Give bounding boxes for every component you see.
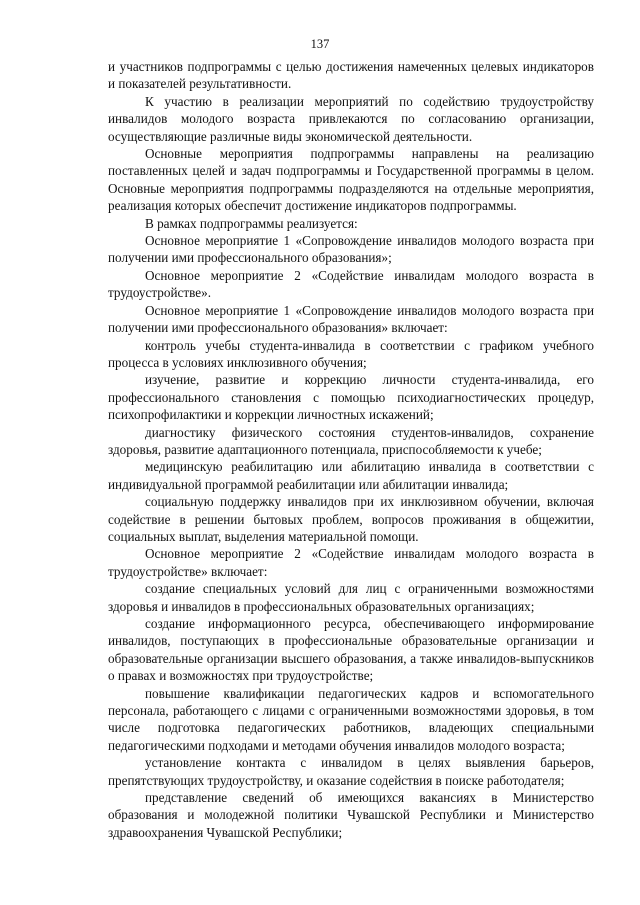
body-text (108, 58, 594, 841)
paragraph: создание специальных условий для лиц с ограниченными возможностями здоровья и инвалидов в профессиональных образовательных организациях; (108, 581, 594, 614)
paragraph: В рамках подпрограммы реализуется: (145, 215, 358, 231)
paragraph: медицинскую реабилитацию или абилитацию инвалида в соответствии с индивидуальной программой реабилитации или абилитации инвалида; (108, 459, 594, 492)
page-number: 137 (310, 37, 330, 51)
paragraph: контроль учебы студента-инвалида в соответствии с графиком учебного процесса в условиях инклюзивного обучения; (108, 337, 594, 370)
paragraph: представление сведений об имеющихся вакансиях в Министерство образования и молодежной политики Чувашской Республики и Министерство здравоохранения Чувашской Республики; (108, 790, 594, 840)
paragraph: К участию в реализации мероприятий по содействию трудоустройству инвалидов молодого возраста привлекаются по согласованию организации, осуществляющие различные виды экономической деятельности. (108, 93, 594, 144)
paragraph: изучение, развитие и коррекцию личности студента-инвалида, его профессионального становления с помощью психодиагностических процедур, психопрофилактики и коррекции личностных искажений; (108, 372, 594, 423)
paragraph: диагностику физического состояния студентов-инвалидов, сохранение здоровья, развитие адаптационного потенциала, приспособляемости к учебе; (108, 424, 594, 457)
paragraph: Основное мероприятие 1 «Сопровождение инвалидов молодого возраста при получении ими профессионального образования»; (108, 233, 594, 266)
paragraph: Основное мероприятие 2 «Содействие инвалидам молодого возраста в трудоустройстве». (108, 267, 594, 301)
paragraph: Основное мероприятие 1 «Сопровождение инвалидов молодого возраста при получении ими профессионального образования» включает: (108, 302, 594, 336)
paragraph: повышение квалификации педагогических кадров и вспомогательного персонала, работающего с лицами с ограниченными возможностями здоровья, в том числе подготовка педагогических работников, владеющих специальными педагогическими подходами и методами обучения инвалидов молодого возраста; (108, 685, 594, 753)
paragraph: Основные мероприятия подпрограммы направлены на реализацию поставленных целей и задач подпрограммы и Государственной программы в целом. Основные мероприятия подпрограммы подразделяются на отдельные мероприятия, реализация которых обеспечит достижение индикаторов подпрограммы. (108, 146, 594, 214)
paragraph: создание информационного ресурса, обеспечивающего информирование инвалидов, поступающих в профессиональные образовательные организации и образовательные организации высшего образования, а также инвалидов-выпускников о правах и возможностях при трудоустройстве; (108, 616, 594, 684)
paragraph: Основное мероприятие 2 «Содействие инвалидам молодого возраста в трудоустройстве» включает: (108, 546, 594, 579)
paragraph: социальную поддержку инвалидов при их инклюзивном обучении, включая содействие в решении бытовых проблем, вопросов проживания в общежитии, социальных выплат, выделения материальной помощи. (108, 494, 594, 544)
paragraph: установление контакта с инвалидом в целях выявления барьеров, препятствующих трудоустройству, и оказание содействия в поиске работодателя; (108, 755, 594, 788)
paragraph: и участников подпрограммы с целью достижения намеченных целевых индикаторов и показателей результативности. (108, 59, 594, 92)
